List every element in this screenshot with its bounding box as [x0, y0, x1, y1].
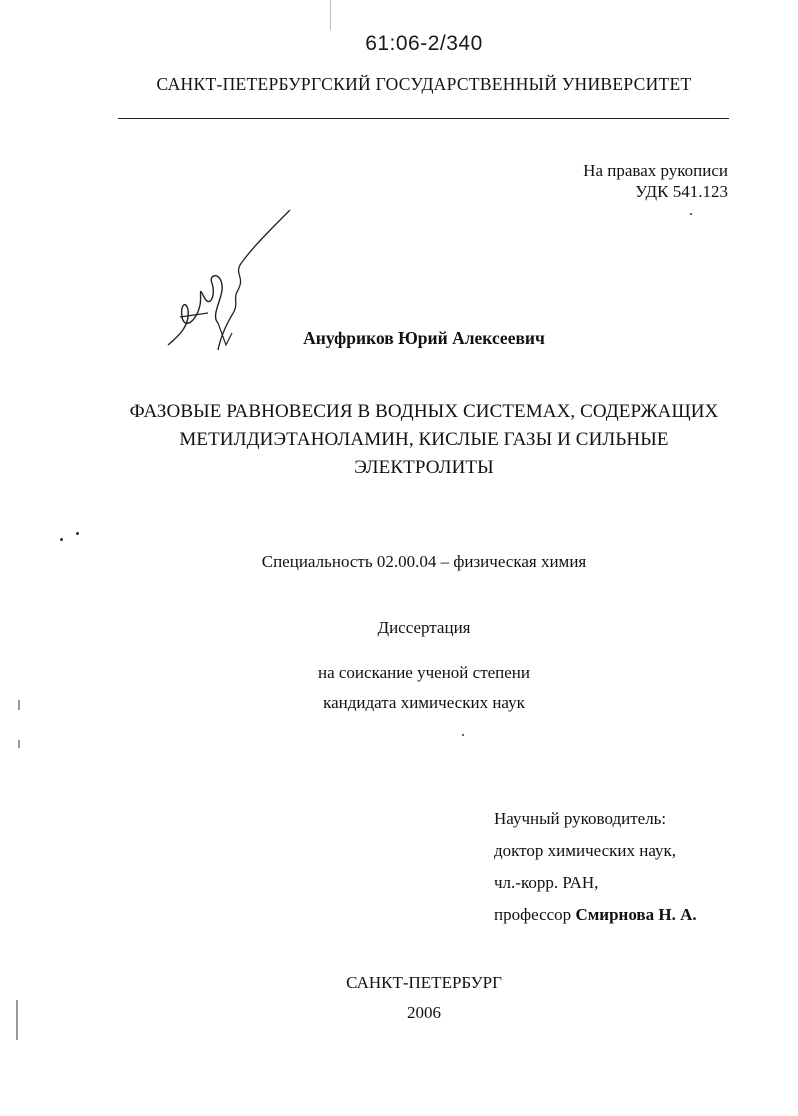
udc-code: УДК 541.123 — [635, 182, 728, 201]
degree-line-2: кандидата химических наук — [323, 693, 525, 712]
supervisor-block — [494, 803, 697, 931]
header-divider — [118, 118, 729, 119]
scan-edge-mark — [18, 740, 20, 748]
author-name: Ануфриков Юрий Алексеевич — [303, 328, 545, 348]
supervisor-degree: доктор химических наук, — [494, 841, 677, 860]
scan-speck — [690, 213, 692, 215]
library-stamp: 61:06-2/340 — [365, 32, 483, 55]
manuscript-rights — [583, 160, 728, 202]
supervisor-rank: чл.-корр. РАН, — [494, 873, 599, 892]
year: 2006 — [407, 1003, 441, 1022]
degree-line-1: на соискание ученой степени — [317, 663, 531, 682]
university-name: САНКТ-ПЕТЕРБУРГСКИЙ ГОСУДАРСТВЕННЫЙ УНИВЕРСИТЕТ — [156, 74, 692, 94]
supervisor-name: Смирнова Н. А. — [575, 905, 697, 924]
scan-edge-mark — [16, 1000, 18, 1040]
scan-mark — [330, 0, 331, 30]
specialty: Специальность 02.00.04 – физическая химия — [261, 552, 587, 571]
rights-label: На правах рукописи — [583, 161, 728, 180]
title-line-2: МЕТИЛДИЭТАНОЛАМИН, КИСЛЫЕ ГАЗЫ И СИЛЬНЫЕ — [179, 429, 669, 450]
supervisor-title: профессор — [494, 905, 576, 924]
dissertation-title — [100, 398, 748, 482]
degree-info — [0, 658, 798, 718]
supervisor-name-line — [494, 899, 697, 931]
title-line-1: ФАЗОВЫЕ РАВНОВЕСИЯ В ВОДНЫХ СИСТЕМАХ, СОДЕРЖАЩИХ — [129, 401, 719, 422]
scan-speck — [76, 532, 79, 535]
scan-edge-mark — [18, 700, 20, 710]
supervisor-label: Научный руководитель: — [494, 809, 667, 828]
document-type: Диссертация — [377, 618, 471, 637]
city: САНКТ-ПЕТЕРБУРГ — [346, 973, 502, 992]
scan-speck — [60, 538, 63, 541]
place-and-year — [0, 968, 798, 1028]
title-line-3: ЭЛЕКТРОЛИТЫ — [354, 457, 494, 478]
scan-speck — [462, 734, 464, 736]
